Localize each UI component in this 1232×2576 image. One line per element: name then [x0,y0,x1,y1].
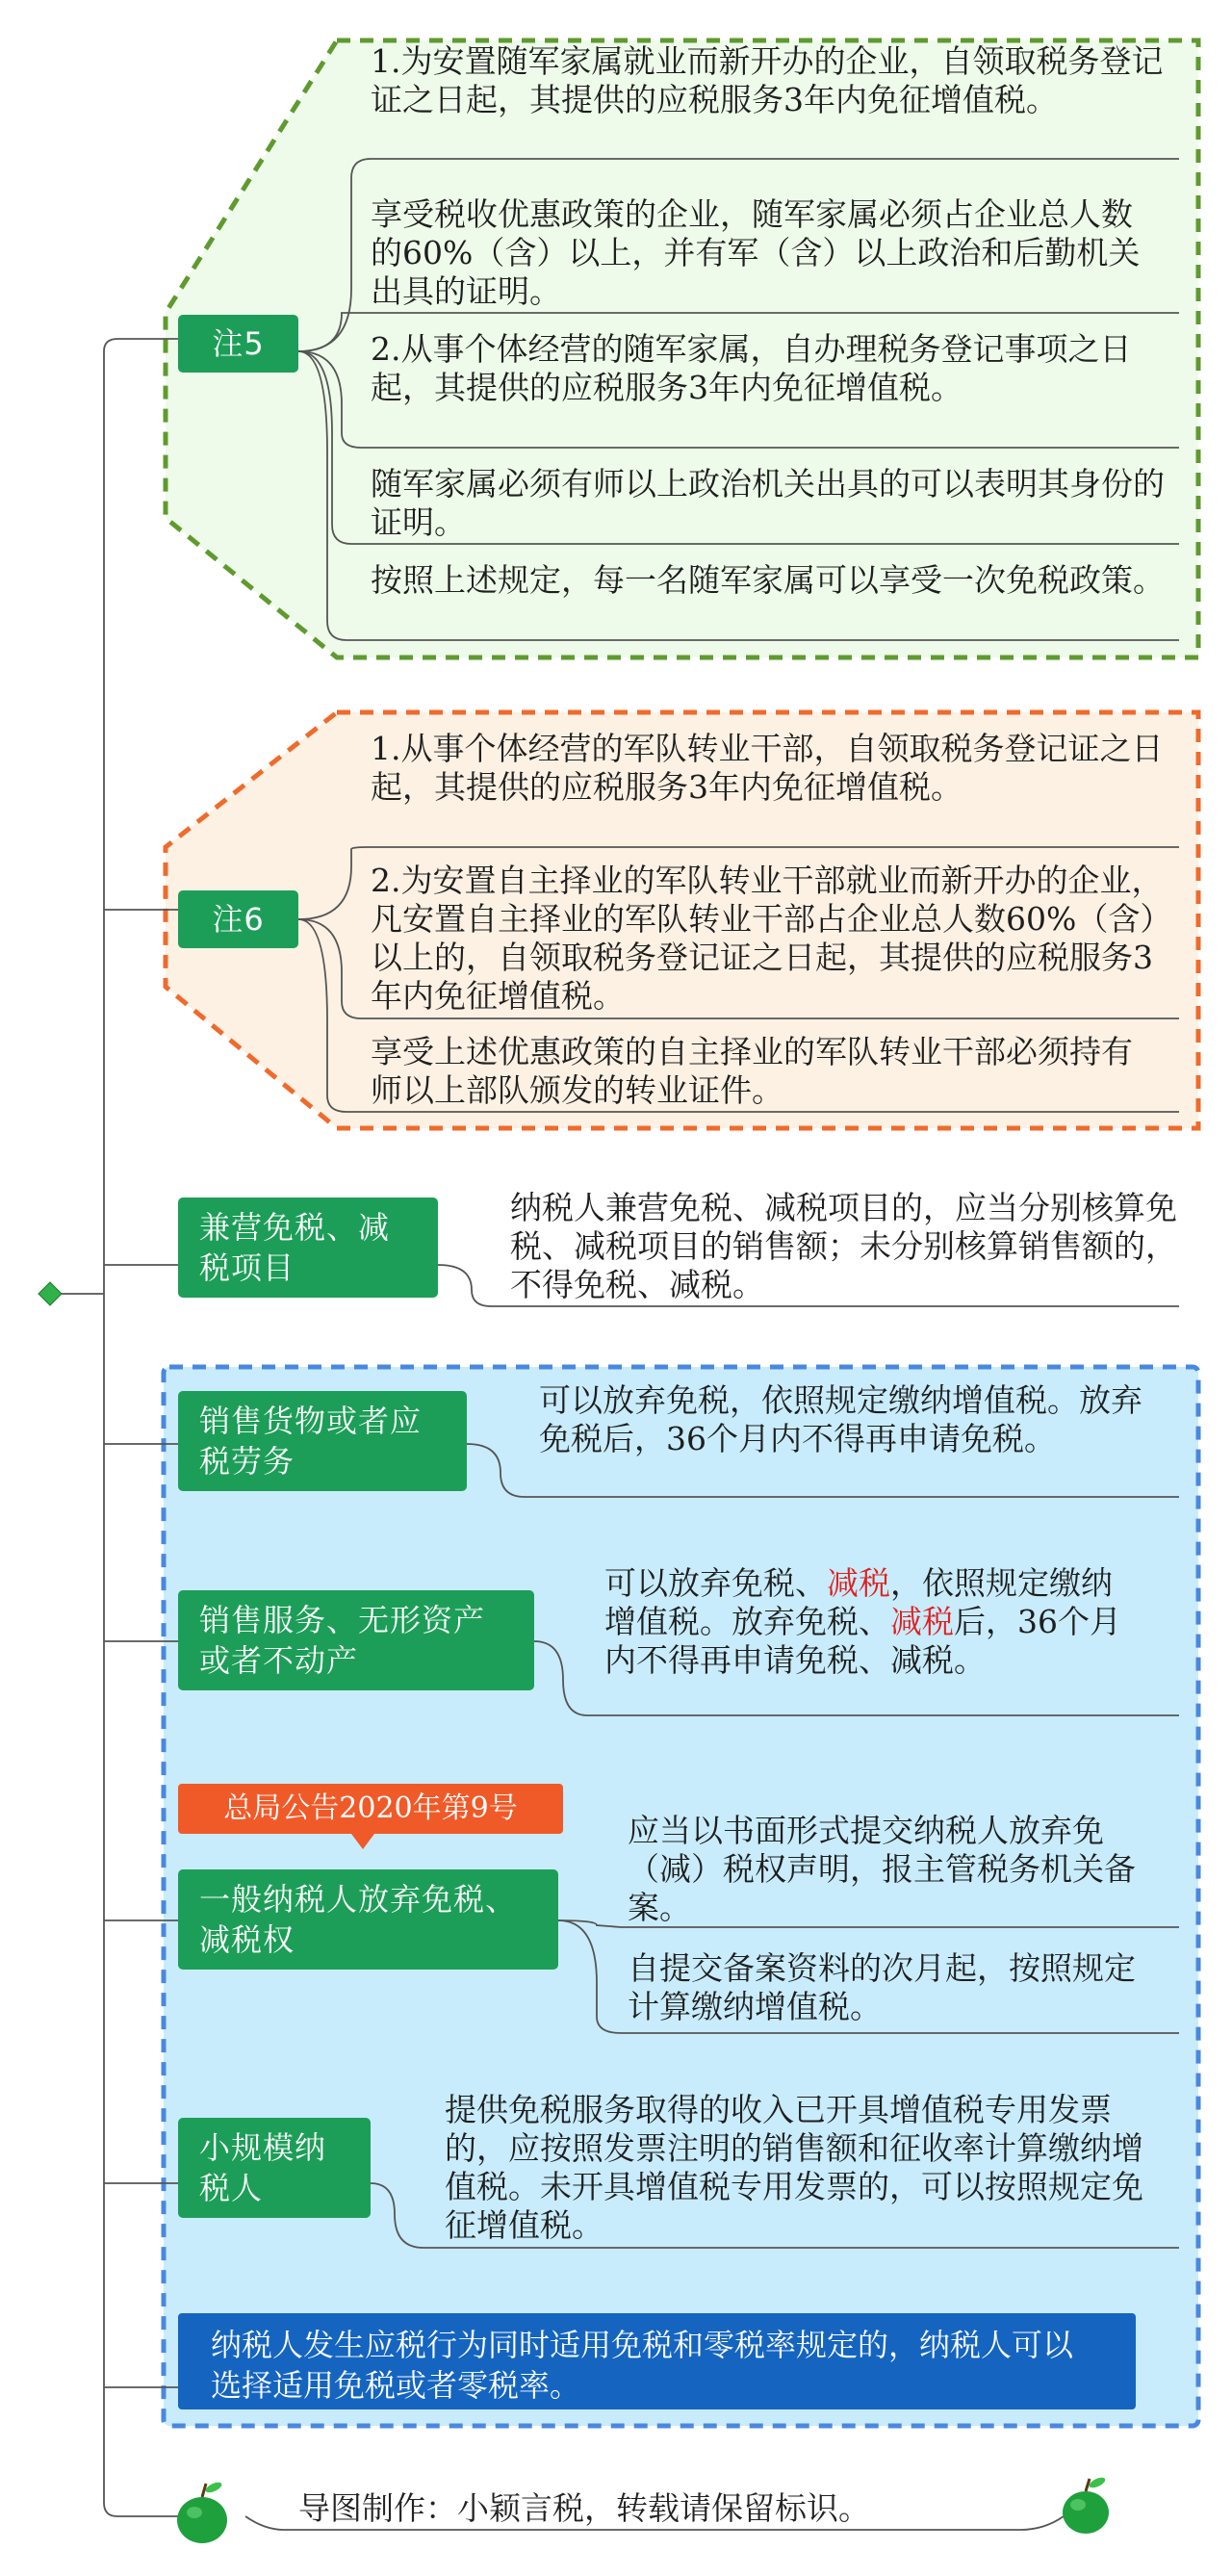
goods-text: 可以放弃免税，依照规定缴纳增值税。放弃免税后，36个月内不得再申请免税。 [539,1381,1142,1457]
note5-item-1: 1.为安置随军家属就业而新开办的企业，自领取税务登记证之日起，其提供的应税服务3年内免征增值税。 [371,42,1164,118]
services-text-e: 后，36个月内不得再申请免税、减税。 [604,1603,1121,1679]
note6-item-3: 享受上述优惠政策的自主择业的军队转业干部必须持有师以上部队颁发的转业证件。 [371,1033,1133,1109]
services-text-a: 可以放弃免税、 [604,1564,827,1602]
services-text [604,1564,1134,1680]
announcement-badge: 总局公告2020年第9号 [178,1784,563,1834]
root-diamond[interactable] [38,1282,62,1305]
services-text-c: ，依照规定缴纳增值税。放弃免税、 [604,1564,1113,1640]
apple-icon-right [1063,2476,1109,2534]
footer-credit: 导图制作：小颖言税，转载请保留标识。 [298,2489,870,2527]
goods-tag[interactable]: 销售货物或者应税劳务 [178,1391,467,1491]
general-taxpayer-tag[interactable]: 一般纳税人放弃免税、减税权 [178,1869,558,1970]
services-text-reduce-2: 减税 [890,1603,954,1640]
mixed-text: 纳税人兼营免税、减税项目的，应当分别核算免税、减税项目的销售额；未分别核算销售额的，不得免税、减税。 [510,1189,1177,1303]
note5-item-4: 随军家属必须有师以上政治机关出具的可以表明其身份的证明。 [371,465,1165,541]
general-item-2: 自提交备案资料的次月起，按照规定计算缴纳增值税。 [628,1949,1136,2025]
zero-rate-box[interactable]: 纳税人发生应税行为同时适用免税和零税率规定的，纳税人可以选择适用免税或者零税率。 [178,2313,1136,2409]
note6-item-1: 1.从事个体经营的军队转业干部，自领取税务登记证之日起，其提供的应税服务3年内免征增值税。 [371,730,1164,806]
services-text-reduce-1: 减税 [827,1564,890,1602]
note6-tag[interactable]: 注6 [178,890,298,948]
small-taxpayer-tag[interactable]: 小规模纳税人 [178,2118,371,2218]
apple-icon-left [177,2481,227,2543]
note5-item-3: 2.从事个体经营的随军家属，自办理税务登记事项之日起，其提供的应税服务3年内免征增值税。 [371,330,1132,406]
small-taxpayer-text: 提供免税服务取得的收入已开具增值税专用发票的，应按照发票注明的销售额和征收率计算缴纳增值税。未开具增值税专用发票的，可以按照规定免征增值税。 [445,2091,1143,2244]
note6-item-2: 2.为安置自主择业的军队转业干部就业而新开办的企业，凡安置自主择业的军队转业干部占企业总人数60%（含）以上的，自领取税务登记证之日起，其提供的应税服务3年内免征增值税。 [371,862,1172,1015]
services-tag[interactable]: 销售服务、无形资产或者不动产 [178,1590,534,1690]
general-item-1: 应当以书面形式提交纳税人放弃免（减）税权声明，报主管税务机关备案。 [628,1812,1136,1926]
note5-item-2: 享受税收优惠政策的企业，随军家属必须占企业总人数的60%（含）以上，并有军（含）以上政治和后勤机关出具的证明。 [371,195,1141,310]
note5-item-5: 按照上述规定，每一名随军家属可以享受一次免税政策。 [371,561,1165,599]
mixed-tag[interactable]: 兼营免税、减税项目 [178,1198,438,1298]
note5-tag[interactable]: 注5 [178,315,298,373]
